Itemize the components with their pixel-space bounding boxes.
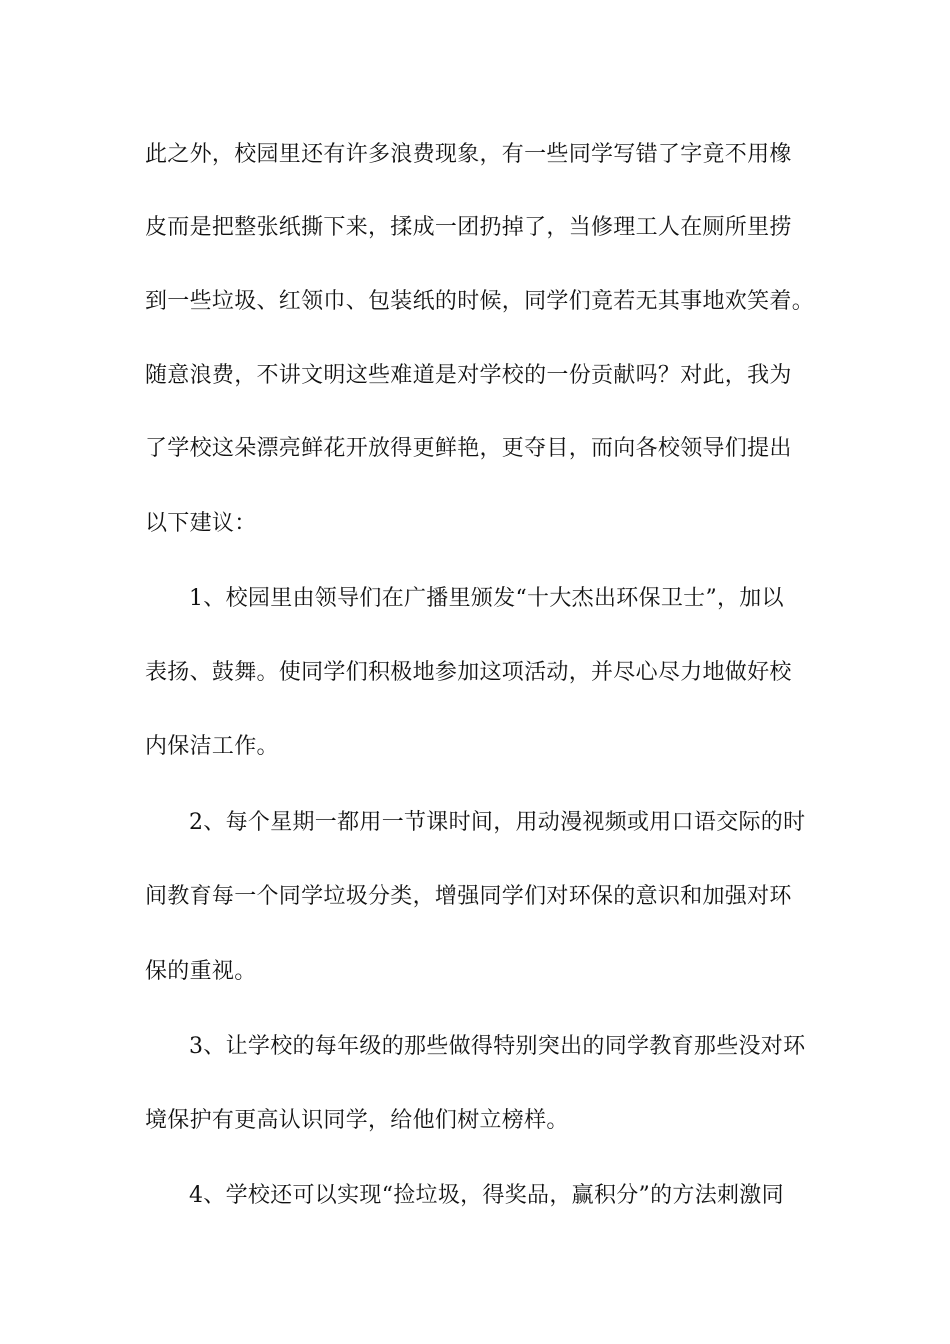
paragraph-line: 到一些垃圾、红领巾、包装纸的时候，同学们竟若无其事地欢笑着。 xyxy=(145,289,815,314)
list-item-2-line: 2、每个星期一都用一节课时间，用动漫视频或用口语交际的时 xyxy=(189,810,806,835)
paragraph-line: 间教育每一个同学垃圾分类，增强同学们对环保的意识和加强对环 xyxy=(145,884,792,909)
paragraph-line: 境保护有更高认识同学，给他们树立榜样。 xyxy=(145,1108,569,1133)
paragraph-line: 此之外，校园里还有许多浪费现象，有一些同学写错了字竟不用橡 xyxy=(145,142,792,167)
list-item-4-line: 4、学校还可以实现“捡垃圾，得奖品，赢积分”的方法刺激同 xyxy=(189,1183,784,1208)
paragraph-line: 以下建议： xyxy=(145,511,257,536)
list-item-1-line: 1、校园里由领导们在广播里颁发“十大杰出环保卫士”，加以 xyxy=(189,586,784,611)
paragraph-line: 皮而是把整张纸撕下来，揉成一团扔掉了，当修理工人在厕所里捞 xyxy=(145,215,792,240)
paragraph-line: 随意浪费，不讲文明这些难道是对学校的一份贡献吗？对此，我为 xyxy=(145,363,792,388)
paragraph-line: 了学校这朵漂亮鲜花开放得更鲜艳，更夺目，而向各校领导们提出 xyxy=(145,436,792,461)
list-item-3-line: 3、让学校的每年级的那些做得特别突出的同学教育那些没对环 xyxy=(189,1034,806,1059)
paragraph-line: 保的重视。 xyxy=(145,959,257,984)
paragraph-line: 内保洁工作。 xyxy=(145,734,279,759)
paragraph-line: 表扬、鼓舞。使同学们积极地参加这项活动，并尽心尽力地做好校 xyxy=(145,660,792,685)
